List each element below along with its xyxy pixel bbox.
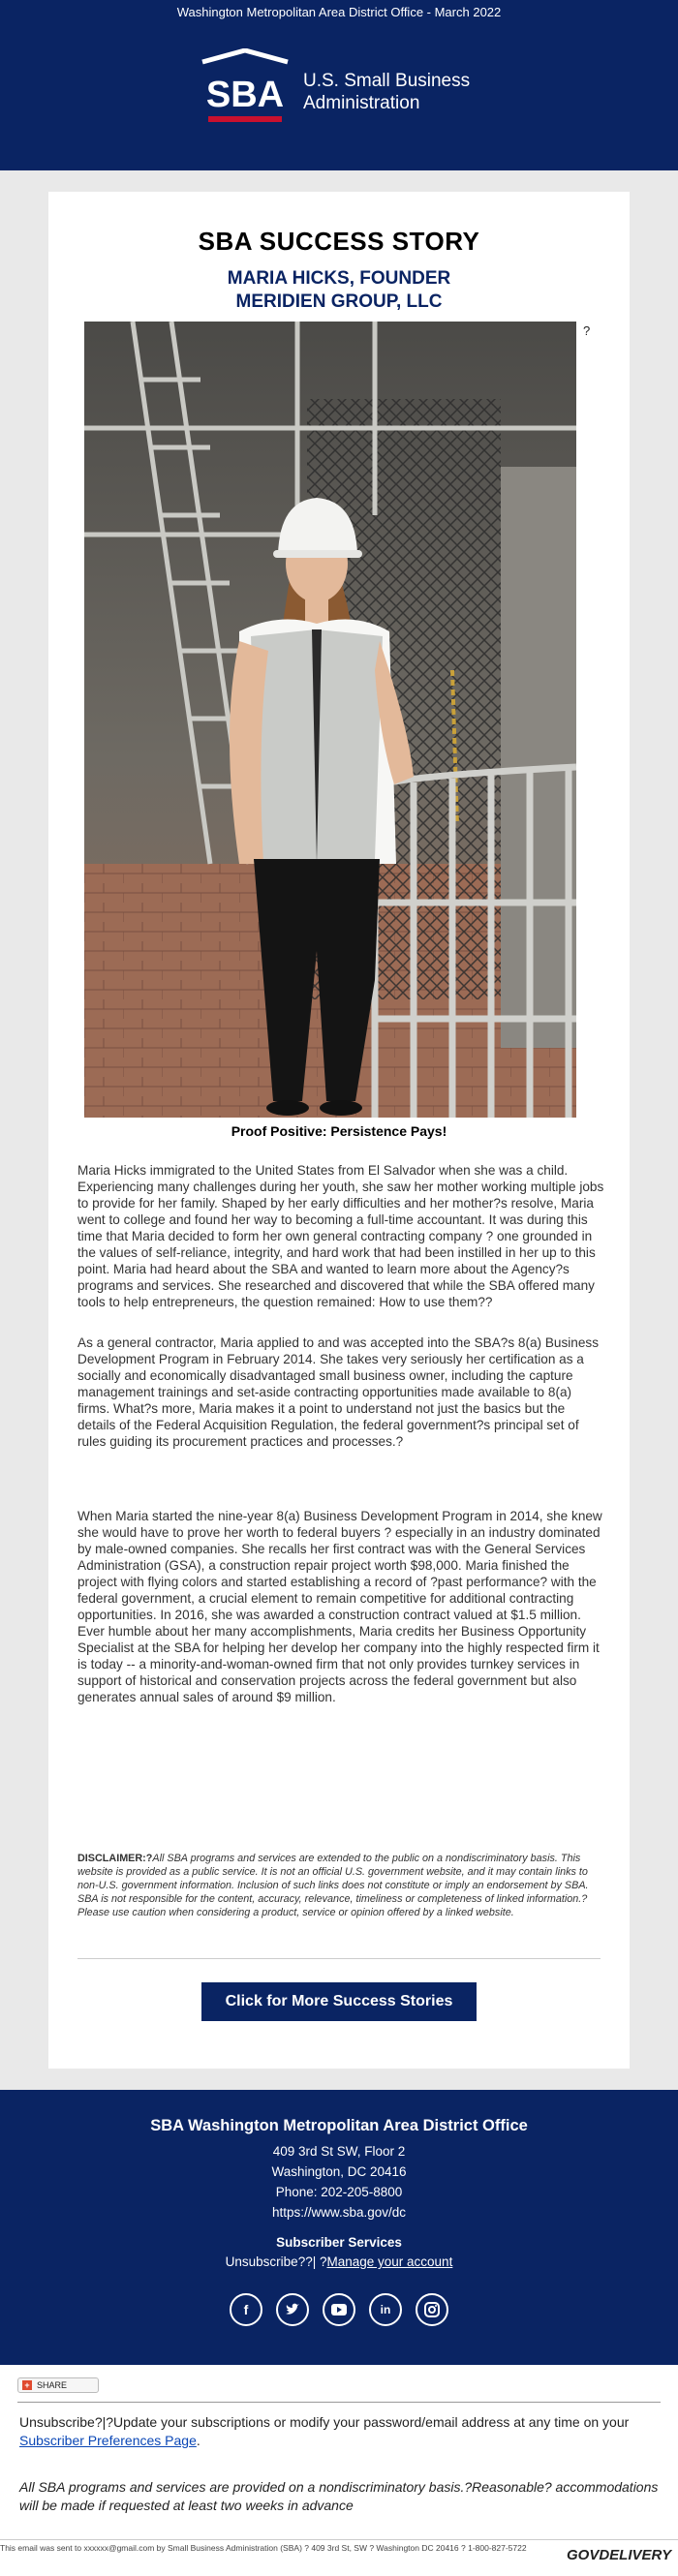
photo-caption: Proof Positive: Persistence Pays!: [231, 1123, 447, 1139]
subscriber-services-title: Subscriber Services: [276, 2235, 402, 2250]
preferences-end: .: [196, 2433, 200, 2448]
facebook-icon[interactable]: f: [230, 2293, 262, 2326]
more-success-stories-button[interactable]: Click for More Success Stories: [201, 1982, 477, 2021]
subscriber-links: [0, 2254, 678, 2269]
linkedin-icon[interactable]: in: [369, 2293, 402, 2326]
address-line-1: 409 3rd St SW, Floor 2: [272, 2144, 406, 2159]
story-subtitle: [48, 267, 630, 314]
founder-photo: [84, 322, 576, 1118]
office-website-link[interactable]: https://www.sba.gov/dc: [271, 2205, 407, 2220]
story-heading: SBA SUCCESS STORY: [198, 227, 480, 256]
subscriber-preferences-link[interactable]: Subscriber Preferences Page: [19, 2433, 197, 2448]
sba-logo[interactable]: [197, 48, 470, 136]
twitter-icon[interactable]: [276, 2293, 309, 2326]
youtube-icon[interactable]: [323, 2293, 355, 2326]
office-name: SBA Washington Metropolitan Area District Office: [150, 2117, 528, 2134]
story-paragraph-1: Maria Hicks immigrated to the United States from El Salvador when she was a child. Experiencing many challenges during her youth, she saw her mother working multiple jobs to provide for her family. Shaped by her early difficulties and her mother?s resolve, Maria went to college and found her way to becoming a full-time accountant. It was during this time that Maria decided to form her own general contracting company ? one grounded in the values of self-reliance, integrity, and hard work that had been instilled in her up to this point. Maria had heard about the SBA and wanted to learn more about the Agency?s programs and services. She researched and discovered that while the SBA offered many tools to help entrepreneurs, the question remained: How to use them??: [77, 1163, 604, 1309]
disclaimer-text: All SBA programs and services are extended to the public on a nondiscriminatory basis. This website is provided as a public service. It is not an official U.S. government website, and it may contain links to non-U.S. government information. Inclusion of such links does not constitute or imply an endorsement by SBA. SBA is not responsible for the content, accuracy, relevance, timeliness or completeness of linked information.?Please use caution when considering a product, service or opinion offered by a linked website.: [77, 1853, 589, 1918]
email-header: [0, 0, 678, 170]
logo-line-1: U.S. Small Business: [303, 71, 471, 91]
divider-footer: [0, 2539, 678, 2540]
subtitle-company: MERIDIEN GROUP, LLC: [235, 291, 443, 312]
social-links: [0, 2293, 678, 2326]
preferences-prefix: Unsubscribe?|?Update your subscriptions or modify your password/email address at any time on your: [19, 2414, 630, 2430]
subtitle-founder: MARIA HICKS, FOUNDER: [227, 268, 451, 289]
logo-line-2: Administration: [303, 93, 420, 113]
divider-bottom: [17, 2402, 661, 2403]
office-phone: Phone: 202-205-8800: [275, 2185, 403, 2199]
address-line-2: Washington, DC 20416: [271, 2164, 407, 2179]
story-paragraph-3: When Maria started the nine-year 8(a) Business Development Program in 2014, she knew she would have to prove her worth to federal buyers ? especially in an industry dominated by male-owned companies. She recalls her first contract was with the General Services Administration (GSA), a construction repair project worth $98,000. Maria finished the project with flying colors and started establishing a record of ?past performance? with the federal government, a crucial element to remain competitive for additional contracting opportunities. In 2016, she was awarded a construction contract valued at $1.5 million. Ever humble about her many accomplishments, Maria credits her Business Opportunity Specialist at the SBA for helping her develop her company into the highly respected firm it is today -- a minority-and-woman-owned firm that not only provides turnkey services in support of historical and conservation projects across the federal government but also generates annual sales of around $9 million.: [77, 1509, 602, 1704]
office-address: [0, 2141, 678, 2223]
disclaimer-label: DISCLAIMER:?: [77, 1853, 153, 1864]
content-background: [0, 170, 678, 2090]
preheader-text: Washington Metropolitan Area District Office - March 2022: [176, 5, 502, 19]
share-label: SHARE: [37, 2380, 68, 2390]
disclaimer: [77, 1852, 605, 1919]
share-plus-icon: +: [22, 2380, 32, 2390]
office-footer: [0, 2090, 678, 2365]
sba-logo-mark-icon: [197, 48, 293, 136]
stray-question-mark: ?: [583, 323, 591, 338]
email-sent-notice: This email was sent to xxxxxx@gmail.com by Small Business Administration (SBA) ? 409 3rd St, SW ? Washington DC 20416 ? 1-800-827-5722: [0, 2543, 527, 2553]
share-button[interactable]: [17, 2377, 99, 2393]
divider: [77, 1958, 601, 1959]
story-card: [48, 192, 630, 2069]
govdelivery-logo[interactable]: GOVDELIVERY: [567, 2547, 672, 2563]
instagram-icon[interactable]: [416, 2293, 448, 2326]
sba-logo-letters: SBA: [205, 75, 285, 115]
manage-account-link[interactable]: Manage your account: [326, 2254, 453, 2269]
sba-logo-text: [303, 70, 470, 114]
preferences-text: [19, 2413, 659, 2450]
nondiscrimination-notice: All SBA programs and services are provided on a nondiscriminatory basis.?Reasonable? accommodations will be made if requested at least two weeks in advance: [19, 2479, 659, 2513]
unsubscribe-link[interactable]: Unsubscribe??| ?: [225, 2254, 327, 2269]
story-paragraph-2: As a general contractor, Maria applied to and was accepted into the SBA?s 8(a) Business Development Program in February 2014. She takes very seriously her certification as a socially and economically disadvantaged small business owner, including the capture management trainings and set-aside contracting opportunities made available to 8(a) firms. What?s more, Maria makes it a point to understand not just the basics but the details of the Federal Acquisition Regulation, the federal government?s principal set of rules guiding its procurement practices and processes.?: [77, 1335, 600, 1449]
